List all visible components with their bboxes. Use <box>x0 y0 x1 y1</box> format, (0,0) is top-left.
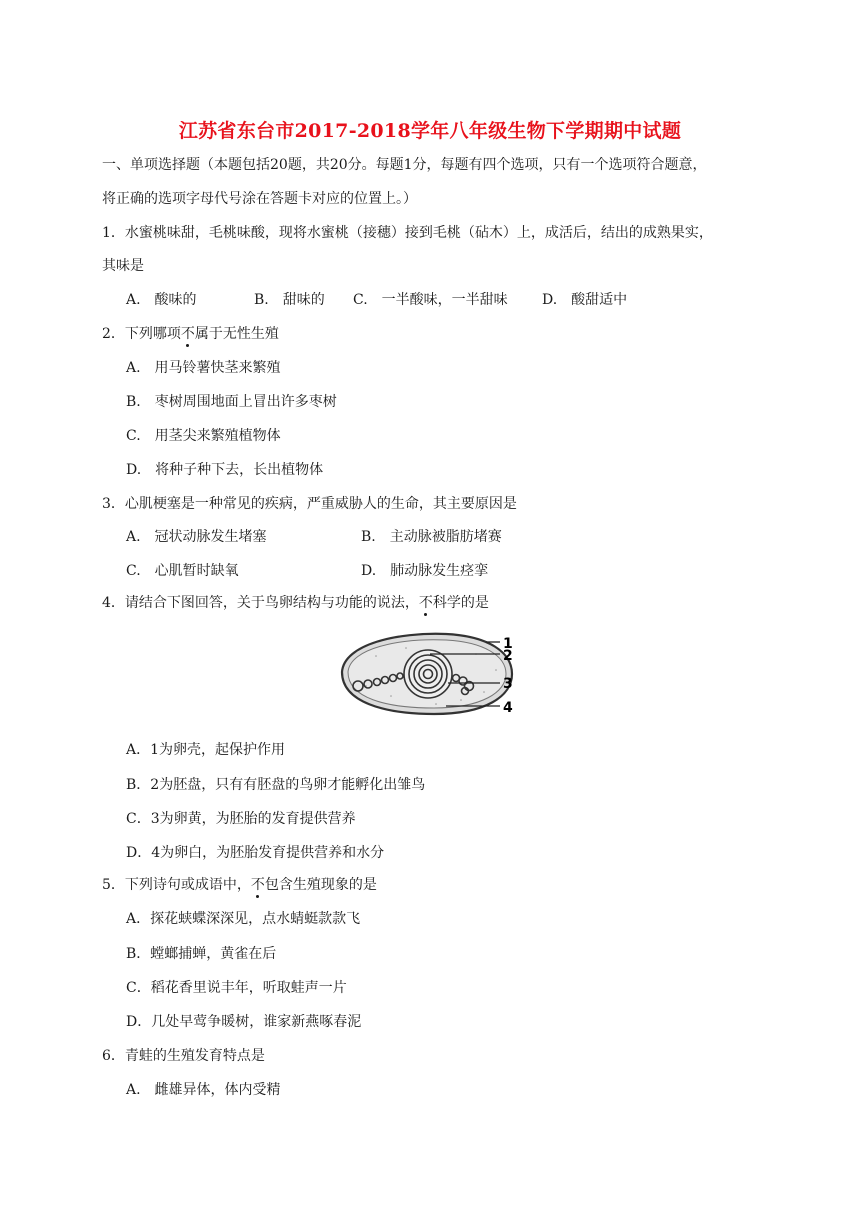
section-instructions-line-2: 将正确的选项字母代号涂在答题卡对应的位置上。） <box>102 191 417 207</box>
exam-title: 江苏省东台市2017-2018学年八年级生物下学期期中试题 <box>178 120 682 142</box>
figure-label-4: 4 <box>503 700 513 716</box>
question-6-stem: 6．青蛙的生殖发育特点是 <box>102 1048 265 1064</box>
question-4-stem-pre: 4．请结合下图回答，关于鸟卵结构与功能的说法， <box>102 595 419 611</box>
question-1-stem-cont: 其味是 <box>102 258 144 274</box>
question-6-option-a: A. 雌雄异体，体内受精 <box>126 1082 281 1098</box>
question-2-option-c: C. 用茎尖来繁殖植物体 <box>126 428 281 444</box>
question-3-option-b: B. 主动脉被脂肪堵赛 <box>361 529 502 545</box>
question-2-stem-pre: 2．下列哪项 <box>102 326 181 342</box>
question-2-option-b: B. 枣树周围地面上冒出许多枣树 <box>126 394 337 410</box>
question-5-stem-pre: 5．下列诗句或成语中， <box>102 877 251 893</box>
question-5-option-c: C．稻花香里说丰年，听取蛙声一片 <box>126 980 347 996</box>
question-1-option-d: D. 酸甜适中 <box>542 292 628 308</box>
question-3-option-a: A. 冠状动脉发生堵塞 <box>126 529 267 545</box>
question-5-option-a: A．探花蛱蝶深深见，点水蜻蜓款款飞 <box>126 911 361 927</box>
question-3-option-d: D. 肺动脉发生痉挛 <box>361 563 489 579</box>
question-1-option-c: C. 一半酸味，一半甜味 <box>353 292 508 308</box>
question-5-stem <box>102 875 377 895</box>
question-4-stem-post: 科学的是 <box>432 595 489 611</box>
question-2-option-d: D. 将种子种下去，长出植物体 <box>126 462 324 478</box>
question-1-option-a: A. 酸味的 <box>126 292 197 308</box>
figure-label-2: 2 <box>503 648 513 664</box>
question-4-option-d: D．4为卵白，为胚胎发育提供营养和水分 <box>126 845 385 861</box>
question-3-stem: 3．心肌梗塞是一种常见的疾病，严重威胁人的生命，其主要原因是 <box>102 496 517 512</box>
question-4-option-a: A．1为卵壳，起保护作用 <box>126 742 286 758</box>
question-2-stem <box>102 324 279 344</box>
question-5-emphasis: 不 <box>250 877 265 893</box>
question-5-stem-post: 包含生殖现象的是 <box>264 877 377 893</box>
figure-label-1: 1 <box>503 636 513 652</box>
question-1-option-b: B. 甜味的 <box>254 292 325 308</box>
question-4-option-b: B．2为胚盘，只有有胚盘的鸟卵才能孵化出雏鸟 <box>126 777 426 793</box>
question-4-option-c: C．3为卵黄，为胚胎的发育提供营养 <box>126 811 356 827</box>
question-2-stem-post: 属于无性生殖 <box>194 326 279 342</box>
question-4-emphasis: 不 <box>418 595 433 611</box>
question-2-emphasis: 不 <box>180 326 195 342</box>
bird-egg-diagram <box>336 626 522 718</box>
yolk <box>404 650 452 698</box>
question-4-stem <box>102 593 489 613</box>
question-5-option-b: B．螳螂捕蝉，黄雀在后 <box>126 946 277 962</box>
section-instructions-line-1: 一、单项选择题（本题包括20题，共20分。每题1分，每题有四个选项，只有一个选项符合题意， <box>102 157 707 173</box>
question-2-option-a: A. 用马铃薯快茎来繁殖 <box>126 360 281 376</box>
question-3-option-c: C. 心肌暂时缺氧 <box>126 563 239 579</box>
question-1-stem: 1．水蜜桃味甜，毛桃味酸，现将水蜜桃（接穗）接到毛桃（砧木）上，成活后，结出的成熟果实， <box>102 225 713 241</box>
question-5-option-d: D．几处早莺争暖树，谁家新燕啄春泥 <box>126 1014 362 1030</box>
figure-label-3: 3 <box>503 676 513 692</box>
